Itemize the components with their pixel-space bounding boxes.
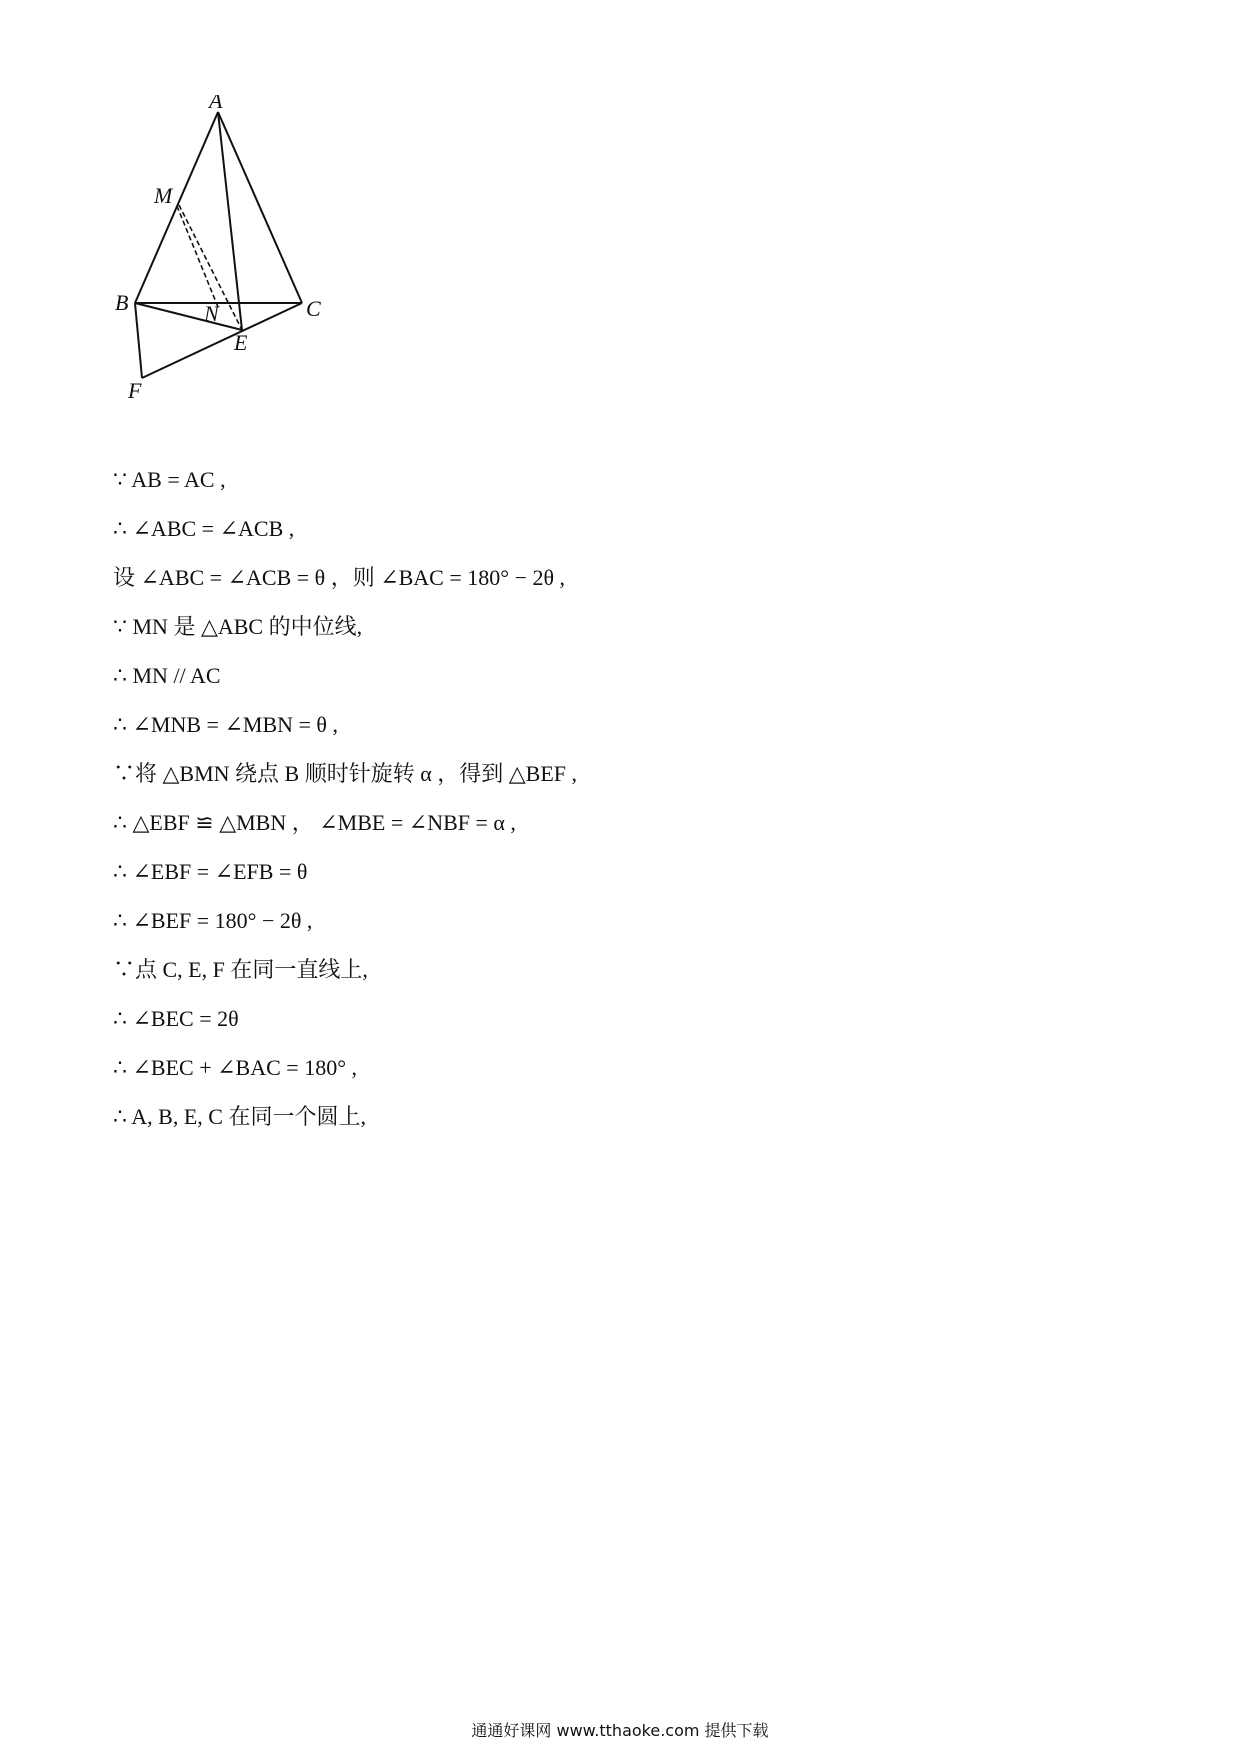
solution-line-9: ∴ ∠EBF = ∠EFB = θ [113, 859, 308, 884]
point-label-F: F [128, 378, 142, 403]
solution-line-2: ∴ ∠ABC = ∠ACB , [113, 516, 295, 541]
solution-line-10: ∴ ∠BEF = 180° − 2θ , [113, 908, 313, 933]
segment-BF [135, 303, 142, 378]
point-label-E: E [234, 330, 248, 355]
segment-BE [135, 303, 242, 330]
solution-line-5: ∴ MN // AC [113, 663, 221, 688]
segment-MN-dashed [177, 206, 218, 307]
solution-line-13: ∴ ∠BEC + ∠BAC = 180° , [113, 1055, 357, 1080]
point-label-B: B [115, 290, 129, 315]
triangle-diagram [100, 95, 340, 455]
point-label-M: M [154, 183, 173, 208]
solution-line-1: ∵ AB = AC , [113, 467, 226, 492]
geometry-figure [100, 95, 340, 455]
point-label-A: A [209, 95, 223, 113]
solution-steps [113, 462, 1113, 1148]
point-label-N: N [204, 301, 219, 326]
solution-line-11: ∵点 C, E, F 在同一直线上, [113, 957, 368, 982]
solution-line-14: ∴ A, B, E, C 在同一个圆上, [113, 1104, 366, 1129]
solution-line-4: ∵ MN 是 △ABC 的中位线, [113, 614, 363, 639]
segment-AE [218, 112, 242, 330]
solution-line-6: ∴ ∠MNB = ∠MBN = θ , [113, 712, 338, 737]
segment-AC [218, 112, 302, 303]
solution-line-7: ∵将 △BMN 绕点 B 顺时针旋转 α ，得到 △BEF , [113, 761, 578, 786]
footer-download-note: 通通好课网 www.tthaoke.com 提供下载 [471, 1721, 769, 1740]
solution-line-8: ∴ △EBF ≌ △MBN ， ∠MBE = ∠NBF = α , [113, 810, 516, 835]
segment-FC [142, 303, 302, 378]
point-label-C: C [306, 296, 321, 321]
solution-line-3: 设 ∠ABC = ∠ACB = θ ，则 ∠BAC = 180° − 2θ , [113, 565, 566, 590]
solution-line-12: ∴ ∠BEC = 2θ [113, 1006, 239, 1031]
